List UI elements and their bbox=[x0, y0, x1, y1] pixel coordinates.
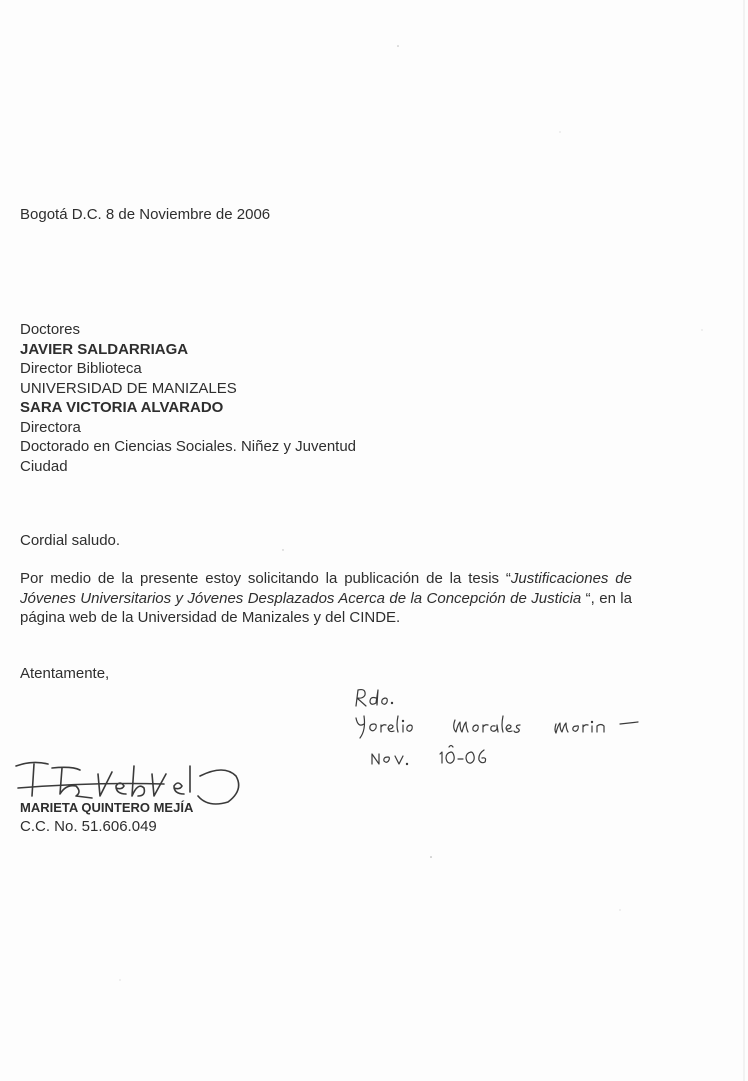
greeting: Cordial saludo. bbox=[20, 532, 121, 549]
signer-id: C.C. No. 51.606.049 bbox=[20, 818, 157, 835]
date-line: Bogotá D.C. 8 de Noviembre de 2006 bbox=[20, 206, 271, 223]
body-close-quote: “ bbox=[581, 589, 591, 607]
recipient-city: Ciudad bbox=[20, 457, 68, 475]
recipient-title-1: Director Biblioteca bbox=[20, 360, 142, 377]
recipient-institution: UNIVERSIDAD DE MANIZALES bbox=[20, 379, 237, 397]
recipient-block bbox=[20, 320, 356, 476]
recipient-name-1: JAVIER SALDARRIAGA bbox=[20, 340, 189, 358]
body-intro: Por medio de la presente estoy solicitando la publicación de la tesis bbox=[20, 570, 500, 587]
recipient-title-2: Directora bbox=[20, 418, 81, 436]
recipient-salutation: Doctores bbox=[20, 321, 81, 338]
closing: Atentamente, bbox=[20, 665, 110, 682]
thesis-title: Justificaciones de Jóvenes Universitarios y Jóvenes Desplazados Acerca de la Concepción de Justicia bbox=[20, 570, 632, 607]
body-outro: , en la página web de la Universidad de Manizales y del CINDE. bbox=[20, 589, 632, 626]
signer-name: MARIETA QUINTERO MEJÍA bbox=[20, 800, 194, 815]
handwritten-note bbox=[352, 684, 652, 774]
body-open-quote: “ bbox=[505, 570, 511, 587]
recipient-name-2: SARA VICTORIA ALVARADO bbox=[20, 399, 224, 416]
recipient-program: Doctorado en Ciencias Sociales. Niñez y Juventud bbox=[20, 438, 357, 455]
letter-body bbox=[20, 569, 632, 628]
